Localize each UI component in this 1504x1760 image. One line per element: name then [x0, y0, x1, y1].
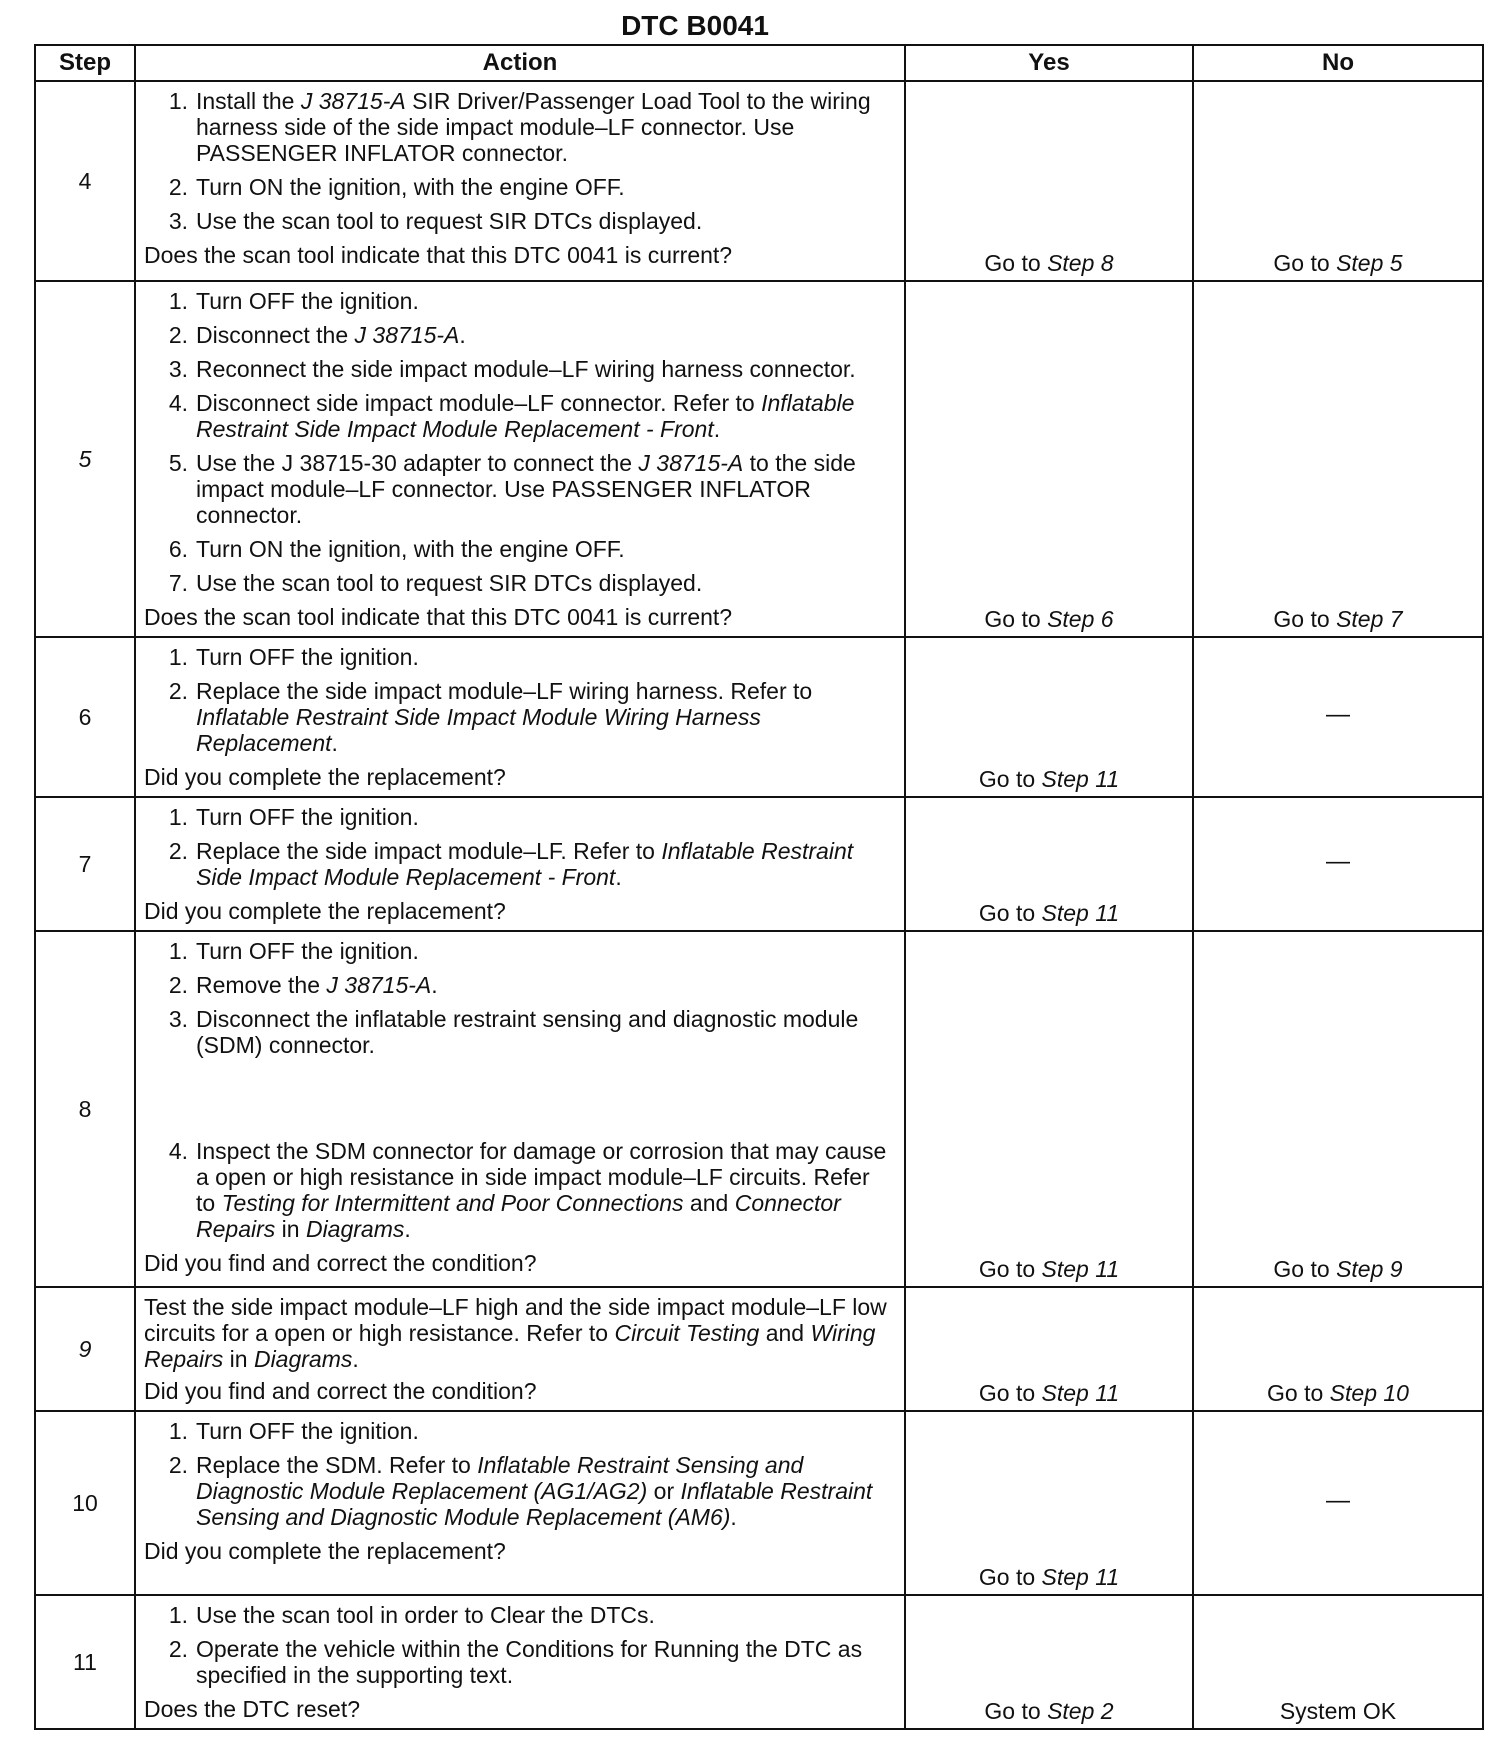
goto-step-link[interactable]: Step 9	[1336, 1256, 1403, 1282]
question: Did you find and correct the condition?	[144, 1378, 537, 1404]
question: Does the DTC reset?	[144, 1696, 361, 1722]
list-item: 2. Replace the SDM. Refer to Inflatable Restraint Sensing and Diagnostic Module Replacement (AG1/AG2) or Inflatable Restraint Sensing and Diagnostic Module Replacement (AM6).	[168, 1452, 873, 1530]
no-cell: —	[1193, 797, 1483, 931]
step-number: 6	[35, 637, 135, 797]
action-cell	[135, 637, 905, 797]
tool-ref: J 38715-A	[300, 88, 406, 114]
list-item: 2. Operate the vehicle within the Conditions for Running the DTC as specified in the supporting text.	[168, 1636, 863, 1688]
list-item: 4. Disconnect side impact module–LF connector. Refer to Inflatable Restraint Side Impact Module Replacement - Front.	[168, 390, 855, 442]
doc-ref: Inflatable Restraint Side Impact Module Replacement - Front	[196, 838, 854, 890]
no-cell: —	[1193, 637, 1483, 797]
header-step: Step	[35, 45, 135, 81]
table-row	[35, 1287, 1483, 1411]
goto-step-link[interactable]: Step 5	[1336, 250, 1403, 276]
action-cell	[135, 797, 905, 931]
table-row	[35, 1595, 1483, 1729]
list-item: 3. Reconnect the side impact module–LF wiring harness connector.	[168, 356, 856, 382]
no-cell: Go to Step 7	[1193, 281, 1483, 637]
header-no: No	[1193, 45, 1483, 81]
yes-cell: Go to Step 6	[905, 281, 1193, 637]
table-row	[35, 797, 1483, 931]
list-item: 6. Turn ON the ignition, with the engine OFF.	[168, 536, 625, 562]
table-header-row	[35, 45, 1483, 81]
question: Did you complete the replacement?	[144, 1538, 506, 1564]
yes-cell: Go to Step 2	[905, 1595, 1193, 1729]
action-cell	[135, 81, 905, 281]
step-number: 10	[35, 1411, 135, 1595]
list-item: 1. Turn OFF the ignition.	[168, 1418, 419, 1444]
question: Does the scan tool indicate that this DTC 0041 is current?	[144, 604, 733, 630]
list-item: 4. Inspect the SDM connector for damage or corrosion that may cause a open or high resistance in side impact module–LF circuits. Refer to Testing for Intermittent and Poor Connections and Connector Repairs in Diagrams.	[168, 1138, 887, 1242]
step-number: 7	[35, 797, 135, 931]
action-cell	[135, 1411, 905, 1595]
list-item: 1. Turn OFF the ignition.	[168, 804, 419, 830]
dtc-table	[34, 44, 1484, 1730]
doc-ref: Inflatable Restraint Side Impact Module Wiring Harness Replacement	[196, 704, 761, 756]
list-item: 2. Replace the side impact module–LF. Refer to Inflatable Restraint Side Impact Module Replacement - Front.	[168, 838, 854, 890]
page-title: DTC B0041	[621, 10, 769, 41]
list-item: 5. Use the J 38715-30 adapter to connect the J 38715-A to the side impact module–LF connector. Use PASSENGER INFLATOR connector.	[168, 450, 856, 528]
no-cell: Go to Step 10	[1193, 1287, 1483, 1411]
list-item: 2. Remove the J 38715-A.	[168, 972, 438, 998]
list-item: 2. Replace the side impact module–LF wiring harness. Refer to Inflatable Restraint Side Impact Module Wiring Harness Replacement.	[168, 678, 813, 756]
step-number: 5	[35, 281, 135, 637]
goto-step-link[interactable]: Step 8	[1047, 250, 1114, 276]
question: Did you complete the replacement?	[144, 898, 506, 924]
table-row	[35, 637, 1483, 797]
no-cell: System OK	[1193, 1595, 1483, 1729]
table-row	[35, 281, 1483, 637]
goto-step-link[interactable]: Step 10	[1329, 1380, 1409, 1406]
yes-cell: Go to Step 11	[905, 637, 1193, 797]
no-cell: Go to Step 9	[1193, 931, 1483, 1287]
doc-ref: Inflatable Restraint Side Impact Module Replacement - Front	[196, 390, 855, 442]
goto-step-link[interactable]: Step 6	[1047, 606, 1114, 632]
list-item: 3. Use the scan tool to request SIR DTCs displayed.	[168, 208, 703, 234]
spacer	[144, 1066, 890, 1138]
list-item: 3. Disconnect the inflatable restraint sensing and diagnostic module (SDM) connector.	[168, 1006, 859, 1058]
yes-cell: Go to Step 8	[905, 81, 1193, 281]
list-item: 1. Turn OFF the ignition.	[168, 644, 419, 670]
question: Did you complete the replacement?	[144, 764, 506, 790]
paragraph: Test the side impact module–LF high and the side impact module–LF low circuits for a open or high resistance. Refer to Circuit Testing and Wiring Repairs in Diagrams.	[144, 1294, 887, 1372]
goto-step-link[interactable]: Step 11	[1041, 1256, 1120, 1282]
list-item: 1. Install the J 38715-A SIR Driver/Passenger Load Tool to the wiring harness side of the side impact module–LF connector. Use PASSENGER INFLATOR connector.	[168, 88, 871, 166]
no-cell: —	[1193, 1411, 1483, 1595]
list-item: 7. Use the scan tool to request SIR DTCs displayed.	[168, 570, 703, 596]
header-yes: Yes	[905, 45, 1193, 81]
goto-step-link[interactable]: Step 11	[1041, 766, 1120, 792]
goto-step-link[interactable]: Step 11	[1041, 1564, 1120, 1590]
table-row	[35, 931, 1483, 1287]
action-cell	[135, 281, 905, 637]
yes-cell: Go to Step 11	[905, 797, 1193, 931]
goto-step-link[interactable]: Step 7	[1336, 606, 1403, 632]
goto-step-link[interactable]: Step 2	[1047, 1698, 1114, 1724]
list-item: 2. Turn ON the ignition, with the engine OFF.	[168, 174, 625, 200]
table-row	[35, 1411, 1483, 1595]
table-row	[35, 81, 1483, 281]
list-item: 1. Use the scan tool in order to Clear the DTCs.	[168, 1602, 655, 1628]
list-item: 1. Turn OFF the ignition.	[168, 288, 419, 314]
action-cell	[135, 1287, 905, 1411]
question: Does the scan tool indicate that this DTC 0041 is current?	[144, 242, 733, 268]
yes-cell: Go to Step 11	[905, 1287, 1193, 1411]
question: Did you find and correct the condition?	[144, 1250, 537, 1276]
list-item: 2. Disconnect the J 38715-A.	[168, 322, 466, 348]
step-number: 11	[35, 1595, 135, 1729]
goto-step-link[interactable]: Step 11	[1041, 900, 1120, 926]
yes-cell: Go to Step 11	[905, 931, 1193, 1287]
no-cell: Go to Step 5	[1193, 81, 1483, 281]
step-number: 4	[35, 81, 135, 281]
yes-cell: Go to Step 11	[905, 1411, 1193, 1595]
action-cell	[135, 1595, 905, 1729]
goto-step-link[interactable]: Step 11	[1041, 1380, 1120, 1406]
step-number: 8	[35, 931, 135, 1287]
list-item: 1. Turn OFF the ignition.	[168, 938, 419, 964]
action-cell	[135, 931, 905, 1287]
header-action: Action	[135, 45, 905, 81]
step-number: 9	[35, 1287, 135, 1411]
